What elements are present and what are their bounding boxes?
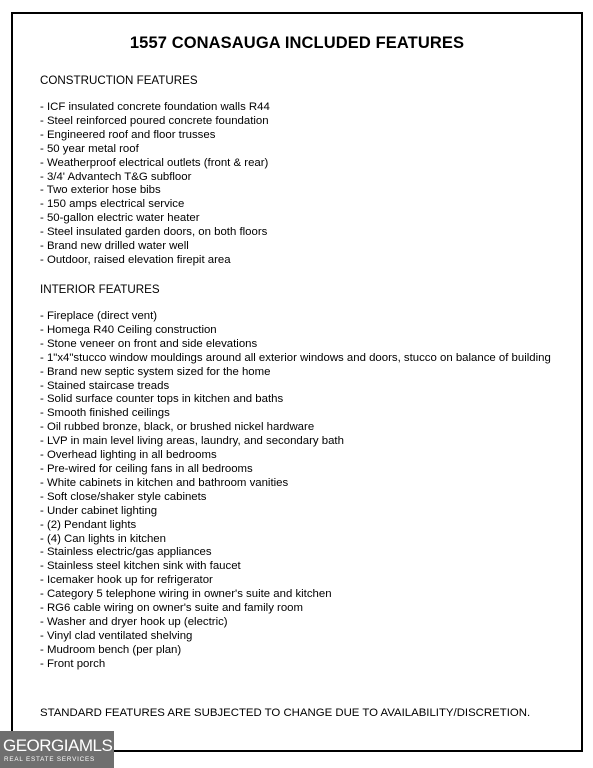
feature-item: - Homega R40 Ceiling construction: [40, 323, 217, 336]
interior-features-list: [40, 310, 551, 672]
feature-item: - 50 year metal roof: [40, 142, 139, 155]
feature-item: - Category 5 telephone wiring in owner's suite and kitchen: [40, 588, 332, 601]
feature-item: - 1"x4"stucco window mouldings around all exterior windows and doors, stucco on balance of building: [40, 351, 551, 364]
feature-item: - Under cabinet lighting: [40, 504, 158, 517]
feature-item: - 3/4' Advantech T&G subfloor: [40, 170, 192, 183]
feature-item: - (2) Pendant lights: [40, 518, 137, 531]
feature-item: - ICF insulated concrete foundation walls R44: [40, 101, 270, 113]
feature-item: - 150 amps electrical service: [40, 198, 185, 211]
feature-item: - (4) Can lights in kitchen: [40, 532, 166, 545]
feature-item: - Smooth finished ceilings: [40, 407, 170, 420]
interior-features-heading: INTERIOR FEATURES: [40, 283, 160, 296]
feature-item: - Stainless steel kitchen sink with faucet: [40, 560, 241, 573]
feature-item: - Fireplace (direct vent): [40, 310, 158, 322]
feature-item: - Steel reinforced poured concrete foundation: [40, 114, 269, 127]
feature-item: - Steel insulated garden doors, on both floors: [40, 226, 268, 239]
feature-item: - Oil rubbed bronze, black, or brushed nickel hardware: [40, 421, 315, 434]
feature-item: - Overhead lighting in all bedrooms: [40, 449, 217, 462]
construction-features-heading: CONSTRUCTION FEATURES: [40, 74, 198, 87]
feature-item: - Engineered roof and floor trusses: [40, 128, 216, 141]
feature-item: - Stained staircase treads: [40, 379, 170, 392]
disclaimer-note: STANDARD FEATURES ARE SUBJECTED TO CHANGE DUE TO AVAILABILITY/DISCRETION.: [40, 707, 531, 719]
feature-item: - Outdoor, raised elevation firepit area: [40, 253, 231, 266]
feature-item: - White cabinets in kitchen and bathroom vanities: [40, 476, 289, 489]
georgia-mls-logo: [0, 731, 114, 768]
feature-item: - Two exterior hose bibs: [40, 184, 161, 197]
mls-logo-name: GEORGIAMLS: [3, 736, 113, 755]
feature-item: - Pre-wired for ceiling fans in all bedrooms: [40, 462, 253, 475]
document-title: 1557 CONASAUGA INCLUDED FEATURES: [129, 34, 465, 52]
mls-logo-subtitle: REAL ESTATE SERVICES: [4, 756, 96, 763]
feature-item: - RG6 cable wiring on owner's suite and family room: [40, 602, 304, 615]
feature-item: - 50-gallon electric water heater: [40, 212, 200, 225]
feature-item: - Washer and dryer hook up (electric): [40, 615, 228, 628]
feature-item: - Vinyl clad ventilated shelving: [40, 629, 193, 642]
feature-item: - Stainless electric/gas appliances: [40, 546, 212, 559]
construction-features-list: [40, 101, 270, 268]
feature-item: - Soft close/shaker style cabinets: [40, 490, 207, 503]
feature-item: - Icemaker hook up for refrigerator: [40, 574, 213, 587]
feature-item: - Stone veneer on front and side elevations: [40, 337, 258, 350]
feature-item: - Brand new drilled water well: [40, 240, 189, 253]
feature-item: - Front porch: [40, 657, 106, 670]
feature-item: - Weatherproof electrical outlets (front & rear): [40, 156, 269, 169]
feature-item: - Brand new septic system sized for the home: [40, 365, 271, 378]
feature-item: - Mudroom bench (per plan): [40, 643, 182, 656]
feature-item: - LVP in main level living areas, laundry, and secondary bath: [40, 435, 344, 448]
feature-sheet: [11, 12, 583, 752]
feature-item: - Solid surface counter tops in kitchen and baths: [40, 393, 284, 406]
